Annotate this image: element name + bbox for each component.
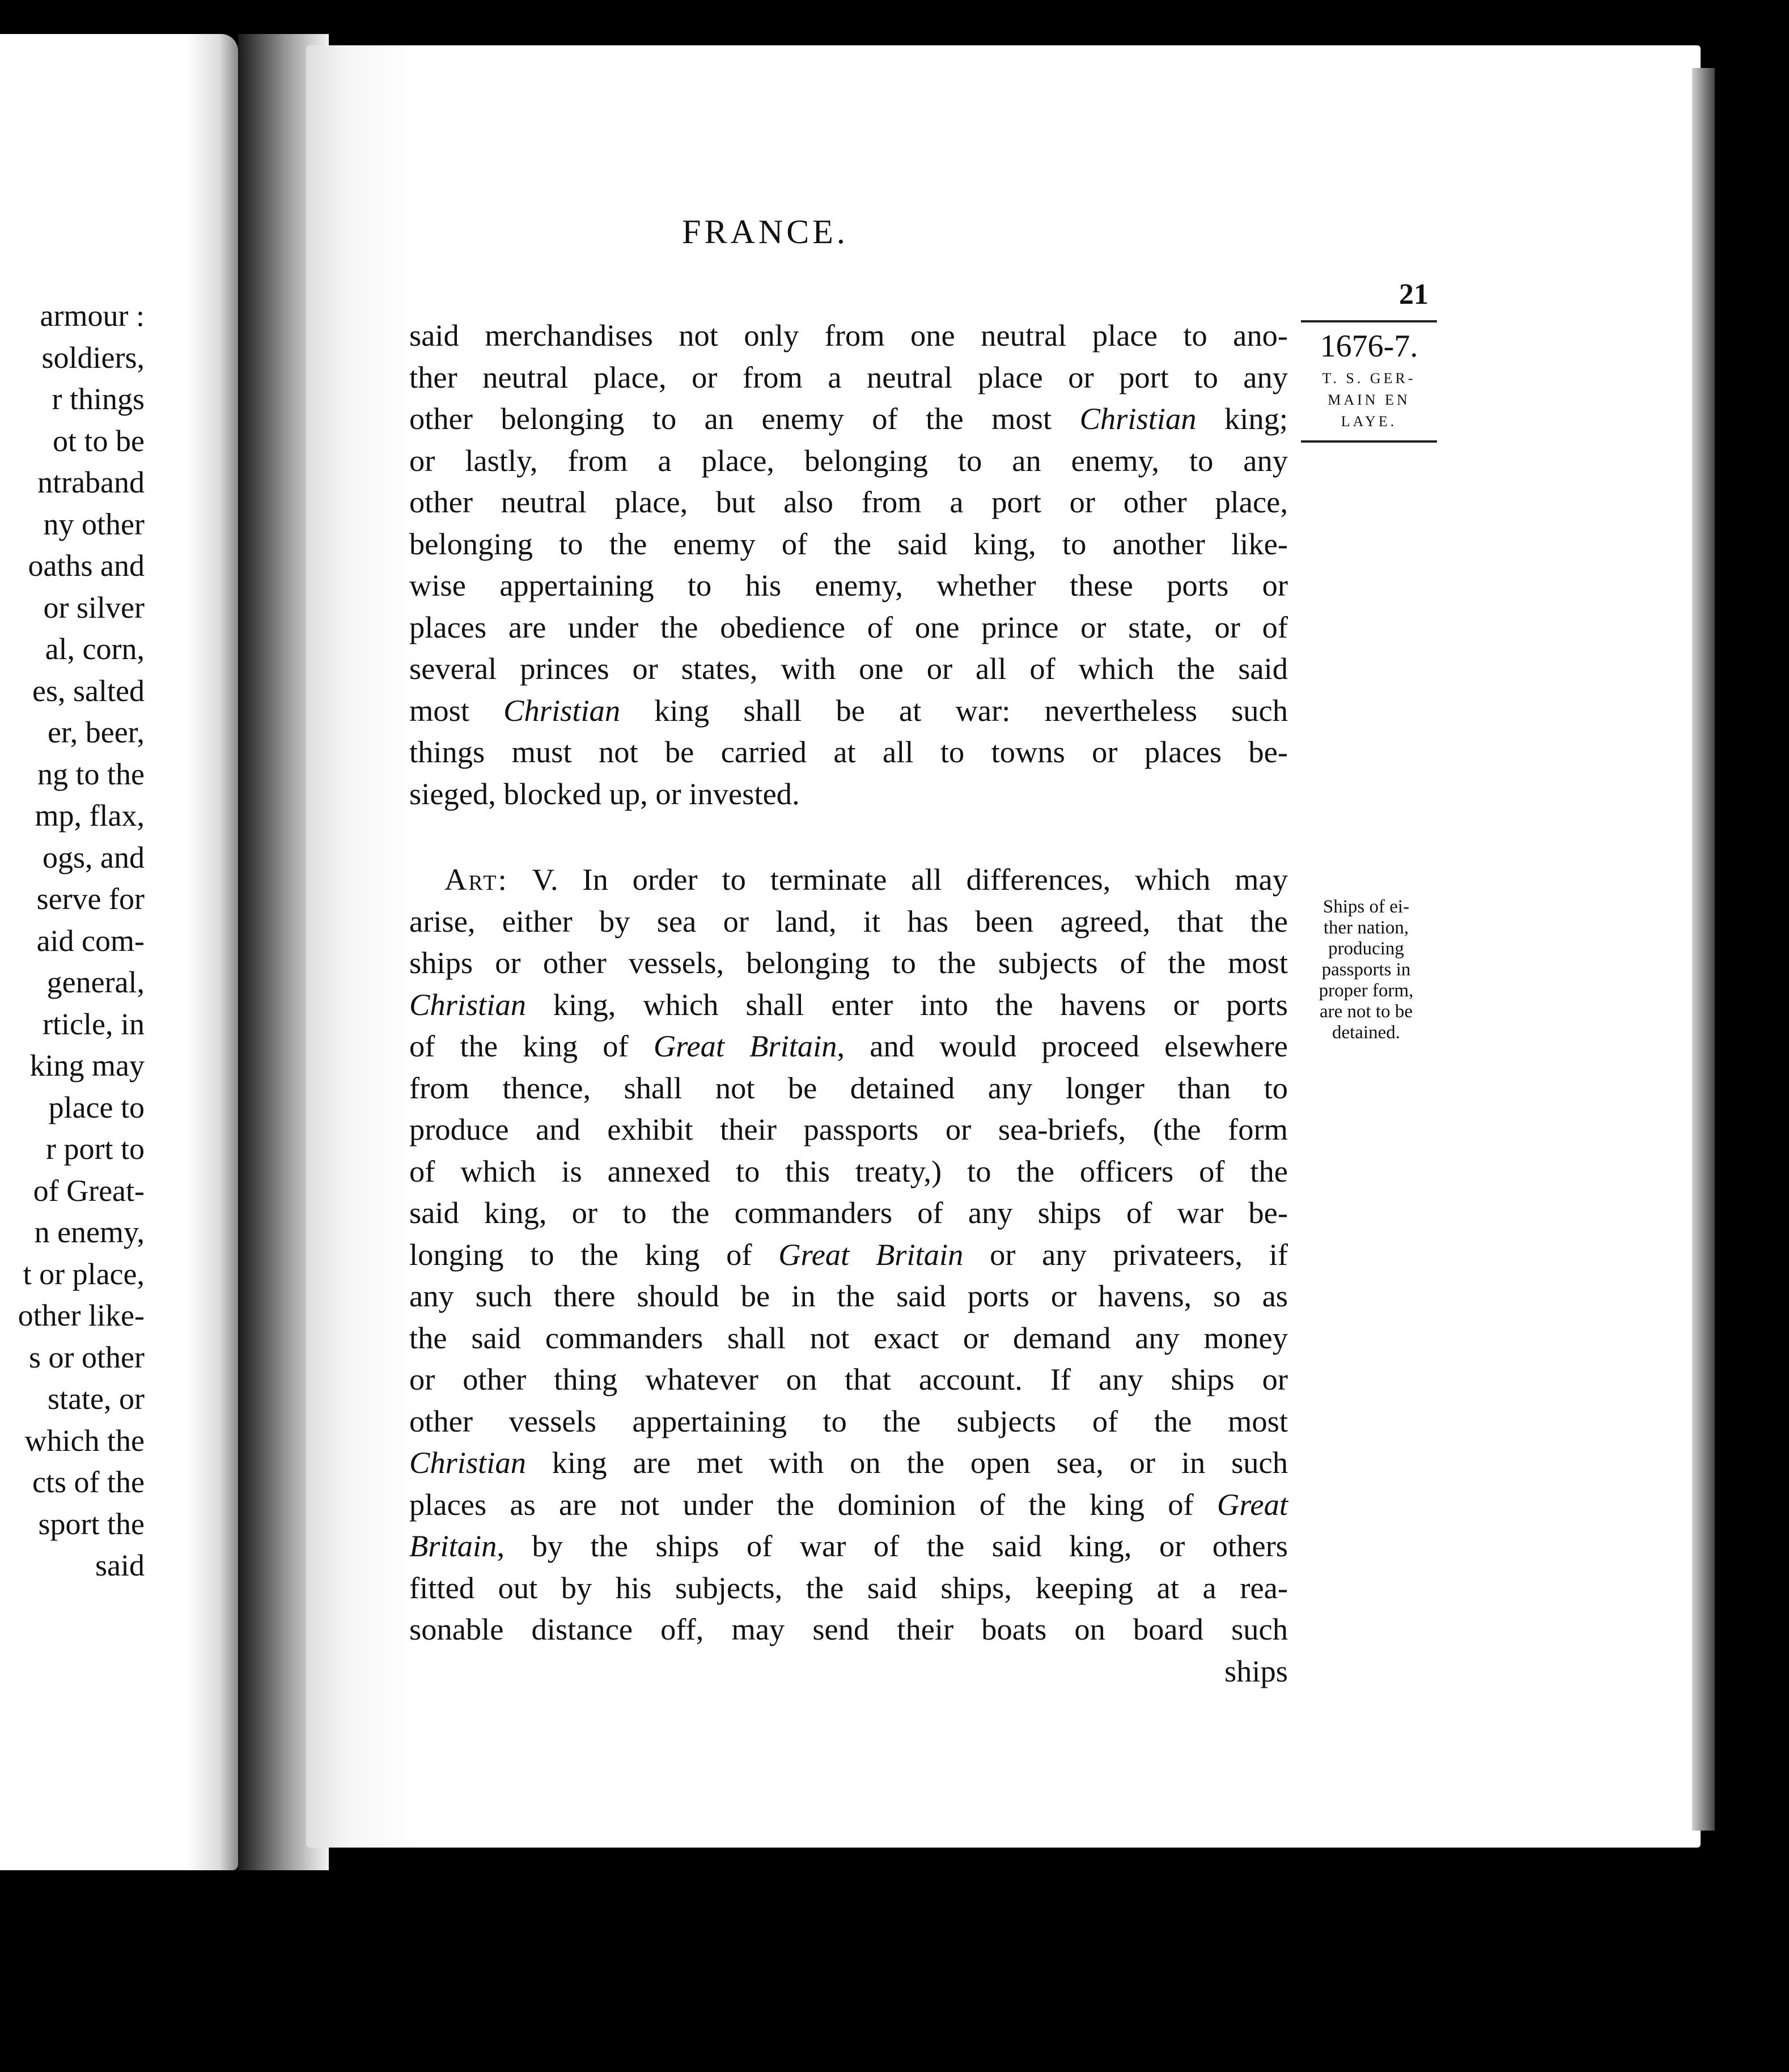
article-label: Art: xyxy=(444,862,508,897)
text-line: from thence, shall not be detained any longer than to xyxy=(409,1070,1288,1105)
left-page-text-line: or silver xyxy=(43,590,145,625)
left-page-text-line: al, corn, xyxy=(45,632,145,666)
margin-note-line: detained. xyxy=(1332,1022,1401,1043)
left-page-text-line: r things xyxy=(52,382,145,416)
text-line: Britain, by the ships of war of the said king, or others xyxy=(409,1528,1288,1563)
text-line: ships or other vessels, belonging to the subjects of the most xyxy=(409,945,1288,980)
left-page-text-line: serve for xyxy=(36,882,145,916)
text-line: sieged, blocked up, or invested. xyxy=(409,776,800,811)
running-head: FRANCE. xyxy=(682,213,849,250)
page-number: 21 xyxy=(1399,278,1428,311)
margin-rule-bottom xyxy=(1301,440,1437,443)
text-line: fitted out by his subjects, the said ships, keeping at a rea- xyxy=(409,1570,1288,1605)
left-page-text-line: ogs, and xyxy=(43,840,145,874)
left-page-text-line: soldiers, xyxy=(41,340,145,375)
text-line: things must not be carried at all to towns or places be- xyxy=(409,734,1288,769)
text-line: sonable distance off, may send their boats on board such xyxy=(409,1612,1288,1646)
text-line: said king, or to the commanders of any ships of war be- xyxy=(409,1195,1288,1230)
left-page-text-line: t or place, xyxy=(23,1256,145,1291)
left-page-text-line: es, salted xyxy=(32,673,145,708)
body-text xyxy=(409,315,1288,1692)
left-page-text-line: mp, flax, xyxy=(35,799,145,833)
margin-note-line: proper form, xyxy=(1319,980,1414,1001)
text-line: other belonging to an enemy of the most Christian king; xyxy=(409,401,1288,436)
left-page-text-line: n enemy, xyxy=(34,1215,145,1249)
left-page-text-line: er, beer, xyxy=(47,715,145,749)
paragraph-1 xyxy=(409,315,1288,814)
left-page-text-line: cts of the xyxy=(32,1465,145,1499)
text-line-article xyxy=(409,859,1288,901)
text-line: places are under the obedience of one prince or state, or of xyxy=(409,609,1288,644)
left-page-text-line: ot to be xyxy=(53,423,145,458)
text-line: most Christian king shall be at war: nevertheless such xyxy=(409,693,1288,728)
text-line: or lastly, from a place, belonging to an enemy, to any xyxy=(409,443,1288,478)
margin-note-line: Ships of ei- xyxy=(1322,897,1410,917)
margin-place-line: MAIN EN xyxy=(1328,392,1410,408)
left-page-text-line: king may xyxy=(29,1048,145,1082)
text-line: other vessels appertaining to the subjects of the most xyxy=(409,1403,1288,1438)
margin-date-block xyxy=(1301,320,1437,443)
left-page-text-line: ng to the xyxy=(37,757,145,791)
text-line: other neutral place, but also from a port or other place, xyxy=(409,485,1288,519)
article-text: V. In order to terminate all differences, which may xyxy=(508,862,1288,897)
left-page-text-line: r port to xyxy=(46,1132,145,1166)
left-page-text-line: other like- xyxy=(18,1298,145,1332)
text-line: several princes or states, with one or all of which the said xyxy=(409,651,1288,686)
left-page-text-line: ntraband xyxy=(37,465,145,499)
left-page-text-line: armour : xyxy=(40,299,145,333)
left-page-text-line: oaths and xyxy=(28,549,145,583)
paragraph-gap xyxy=(409,814,1288,859)
left-page-text-line: sport the xyxy=(38,1506,145,1541)
paragraph-2 xyxy=(409,859,1288,1692)
text-line: of the king of Great Britain, and would proceed elsewhere xyxy=(409,1029,1288,1063)
text-line: arise, either by sea or land, it has been agreed, that the xyxy=(409,903,1288,939)
text-line: Christian king, which shall enter into the havens or ports xyxy=(409,987,1288,1022)
text-line: longing to the king of Great Britain or any privateers, if xyxy=(409,1237,1288,1272)
margin-note-line: are not to be xyxy=(1319,1001,1413,1022)
left-page-text-line: rticle, in xyxy=(43,1007,145,1041)
margin-note-line: ther nation, xyxy=(1323,918,1409,938)
text-line: said merchandises not only from one neutral place to ano- xyxy=(409,318,1288,353)
text-line: any such there should be in the said ports or havens, so as xyxy=(409,1279,1288,1313)
text-line: produce and exhibit their passports or sea-briefs, (the form xyxy=(409,1112,1288,1147)
text-line: Christian king are met with on the open sea, or in such xyxy=(409,1445,1288,1480)
text-line: the said commanders shall not exact or demand any money xyxy=(409,1320,1288,1355)
text-line: places as are not under the dominion of the king of Great xyxy=(409,1487,1288,1522)
left-page-text-line: state, or xyxy=(48,1382,145,1416)
left-page-text-line: which the xyxy=(24,1423,145,1458)
left-page-text-line: of Great- xyxy=(33,1173,145,1208)
text-line: ther neutral place, or from a neutral place or port to any xyxy=(409,359,1288,394)
catchword: ships xyxy=(1224,1653,1288,1688)
left-page-text-line: general, xyxy=(46,965,145,999)
margin-place-line: LAYE. xyxy=(1341,413,1397,430)
margin-note-line: passports in xyxy=(1321,959,1411,980)
margin-place xyxy=(1301,368,1437,432)
left-page-text-line: aid com- xyxy=(36,923,145,958)
text-line: wise appertaining to his enemy, whether these ports or xyxy=(409,568,1288,602)
margin-note-line: producing xyxy=(1328,939,1404,959)
left-page-text-line: ny other xyxy=(43,507,145,541)
page-edge-shadow xyxy=(1692,68,1715,1831)
margin-note xyxy=(1301,897,1431,1043)
text-line: of which is annexed to this treaty,) to the officers of the xyxy=(409,1153,1288,1188)
left-facing-page xyxy=(0,34,238,1870)
margin-date: 1676-7. xyxy=(1320,329,1418,364)
text-line: or other thing whatever on that account. If any ships or xyxy=(409,1362,1288,1396)
text-line: belonging to the enemy of the said king, to another like- xyxy=(409,526,1288,561)
margin-rule-top xyxy=(1301,320,1437,322)
margin-place-line: T. S. GER- xyxy=(1322,370,1416,387)
left-page-text-line: place to xyxy=(48,1090,145,1124)
left-page-text-line: s or other xyxy=(29,1340,145,1374)
left-page-text-line: said xyxy=(95,1548,145,1582)
